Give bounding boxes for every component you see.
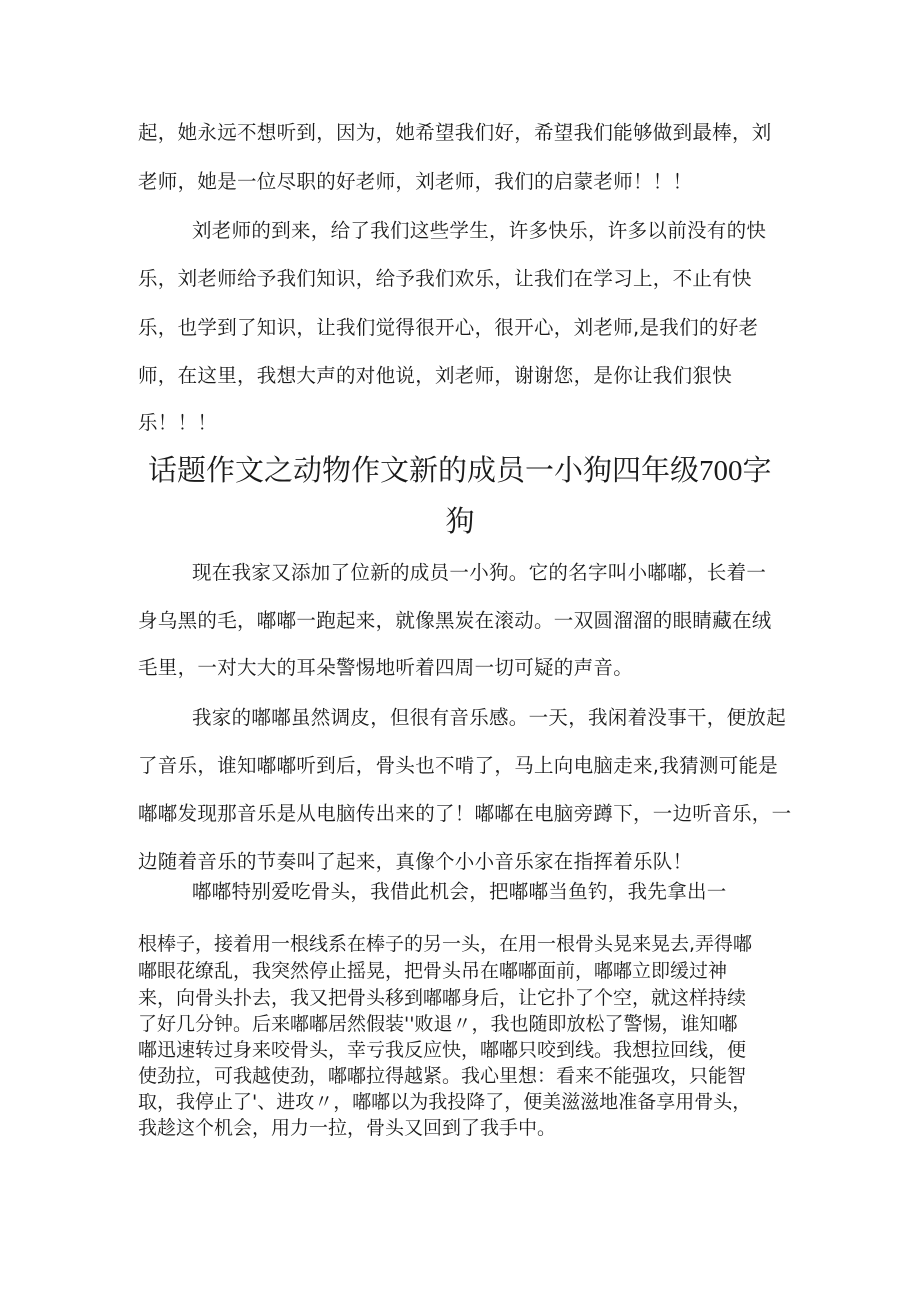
paragraph-line: 嘟迅速转过身来咬骨头，幸亏我反应快，嘟嘟只咬到线。我想拉回线，便: [138, 1039, 747, 1061]
paragraph-line: 嘟嘟发现那音乐是从电脑传出来的了！嘟嘟在电脑旁蹲下，一边听音乐，一: [138, 802, 792, 825]
article-title-continuation: 狗: [445, 506, 475, 538]
paragraph-line: 起，她永远不想听到，因为，她希望我们好，希望我们能够做到最棒，刘: [138, 121, 772, 144]
paragraph-line: 老师，她是一位尽职的好老师，刘老师，我们的启蒙老师！！！: [138, 170, 693, 193]
paragraph-line: 毛里，一对大大的耳朵警惕地听着四周一切可疑的声音。: [138, 656, 634, 679]
paragraph-line: 刘老师的到来，给了我们这些学生，许多快乐，许多以前没有的快: [192, 219, 767, 242]
paragraph-line: 根棒子，接着用一根线系在棒子的另一头，在用一根骨头晃来晃去,弄得嘟: [138, 933, 753, 955]
paragraph-line: 现在我家又添加了位新的成员一小狗。它的名字叫小嘟嘟，长着一: [192, 561, 767, 584]
paragraph-line: 嘟嘟特别爱吃骨头，我借此机会，把嘟嘟当鱼钓，我先拿出一: [192, 880, 727, 903]
paragraph-line: 边随着音乐的节奏叫了起来，真像个小小音乐家在指挥着乐队！: [138, 850, 693, 873]
paragraph-line: 师，在这里，我想大声的对他说，刘老师，谢谢您，是你让我们狠快: [138, 364, 733, 387]
paragraph-line: 使劲拉，可我越使劲，嘟嘟拉得越紧。我心里想：看来不能强攻，只能智: [138, 1065, 747, 1087]
paragraph-line: 取，我停止了'、进攻〃，嘟嘟以为我投降了，便美滋滋地准备享用骨头，: [138, 1091, 752, 1113]
paragraph-line: 乐，刘老师给予我们知识，给予我们欢乐，让我们在学习上，不止有快: [138, 267, 752, 290]
paragraph-line: 嘟眼花缭乱，我突然停止摇晃，把骨头吊在嘟嘟面前，嘟嘟立即缓过神: [138, 960, 728, 982]
paragraph-line: 乐，也学到了知识，让我们觉得很开心，很开心，刘老师,是我们的好老: [138, 316, 759, 339]
paragraph-line: 乐！！！: [138, 411, 218, 434]
paragraph-line: 我趁这个机会，用力一拉，骨头又回到了我手中。: [138, 1117, 557, 1139]
article-title: 话题作文之动物作文新的成员一小狗四年级700字: [148, 455, 772, 487]
paragraph-line: 来，向骨头扑去，我又把骨头移到嘟嘟身后，让它扑了个空，就这样持续: [138, 987, 747, 1009]
paragraph-line: 我家的嘟嘟虽然调皮，但很有音乐感。一天，我闲着没事干，便放起: [192, 706, 787, 729]
paragraph-line: 身乌黑的毛，嘟嘟一跑起来，就像黑炭在滚动。一双圆溜溜的眼睛藏在绒: [138, 609, 772, 632]
paragraph-line: 了音乐，谁知嘟嘟听到后，骨头也不啃了，马上向电脑走来,我猜测可能是: [138, 754, 779, 777]
paragraph-line: 了好几分钟。后来嘟嘟居然假装''败退〃，我也随即放松了警惕，谁知嘟: [138, 1013, 738, 1035]
